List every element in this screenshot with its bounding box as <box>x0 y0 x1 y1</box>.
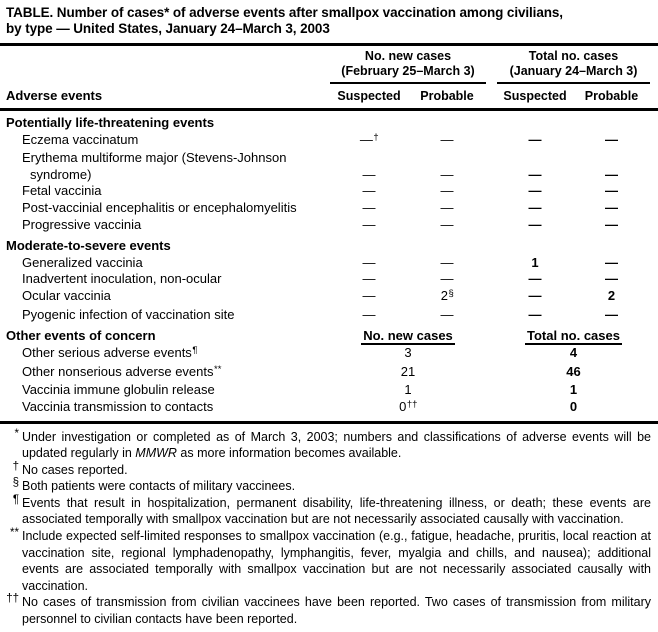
row-label: Ocular vaccinia <box>22 287 111 303</box>
cell: — <box>605 183 618 199</box>
table-row <box>0 200 658 217</box>
footnote <box>0 429 658 462</box>
footnote-text: Include expected self-limited responses to smallpox vaccination (e.g., fatigue, headache, pruritis, local reaction at vaccination site, regional lymphadenopathy, lymphangitis, fever, myalgia and chills, and nausea); additional events are associated temporally with smallpox vaccination but are not necessarily associated causally with vaccination. <box>22 529 651 593</box>
table-header <box>0 46 658 108</box>
cell <box>330 150 408 167</box>
row-label: Other serious adverse events¶ <box>22 345 198 361</box>
cell: —† <box>359 131 379 147</box>
footnote-marker: § <box>12 477 19 490</box>
cell: 2§ <box>440 287 454 303</box>
row-label: Eczema vaccinatum <box>22 131 139 147</box>
row-label: syndrome) <box>30 166 92 182</box>
row-label: Fetal vaccinia <box>22 183 102 199</box>
cell: — <box>605 306 618 322</box>
section-heading: Potentially life-threatening events <box>6 115 215 130</box>
column-header-probable-total: Probable <box>584 89 639 103</box>
main-sections <box>0 115 658 323</box>
section-heading-other-events: Other events of concern <box>6 328 156 344</box>
table-title <box>0 0 658 37</box>
spacer <box>486 255 497 272</box>
cell: 1 <box>404 382 412 398</box>
cell: — <box>440 199 454 215</box>
footnote <box>0 594 658 627</box>
row-label: Progressive vaccinia <box>22 216 142 232</box>
cell: 1 <box>531 254 539 270</box>
cell <box>573 150 650 167</box>
row-label: Other nonserious adverse events** <box>22 363 222 379</box>
cell: 3 <box>404 345 412 361</box>
cell: — <box>362 216 376 232</box>
table-body <box>0 115 658 418</box>
cell: 46 <box>566 363 581 379</box>
column-group-new-cases <box>330 49 486 84</box>
footnote-marker-ref: ** <box>214 363 222 375</box>
footnote-marker: ¶ <box>12 493 19 506</box>
spacer <box>486 288 497 307</box>
cell: — <box>528 271 542 287</box>
cell: 0†† <box>399 398 418 414</box>
table-row <box>0 399 658 418</box>
table-row <box>0 132 658 151</box>
footnote-marker: * <box>14 427 19 440</box>
table-row <box>0 167 658 184</box>
footnote-text: No cases of transmission from civilian vaccinees have been reported. Two cases of transmission from military personnel to civilian contacts have been reported. <box>22 595 651 627</box>
spacer <box>486 200 497 217</box>
cell: — <box>362 183 376 199</box>
table-row <box>0 217 658 234</box>
spacer <box>486 271 497 288</box>
spacer <box>486 307 497 324</box>
cell: 0 <box>569 398 578 414</box>
journal-name: MMWR <box>135 446 177 461</box>
footnote-text: Events that result in hospitalization, permanent disability, life-threatening illness, or death; these events are associated temporally with smallpox vaccination but are not necessarily associated causally with vaccination. <box>22 495 651 527</box>
column-header-probable-new: Probable <box>420 89 474 103</box>
cell: — <box>362 271 376 287</box>
cell: — <box>528 199 542 215</box>
column-header-no-new-cases: No. new cases <box>363 328 453 344</box>
spacer <box>486 132 497 151</box>
spacer <box>486 217 497 234</box>
cell: 21 <box>400 363 416 379</box>
cell: — <box>362 287 376 303</box>
other-events-header-row <box>0 328 658 345</box>
cell: — <box>362 254 376 270</box>
table-title-line2: by type — United States, January 24–March 3, 2003 <box>6 21 330 36</box>
cell: 1 <box>569 382 578 398</box>
footnote-marker: ** <box>10 527 19 540</box>
other-events-rows <box>0 345 658 417</box>
row-label: Generalized vaccinia <box>22 254 143 270</box>
footnote-marker: † <box>12 460 19 473</box>
table-row <box>0 307 658 324</box>
cell: — <box>605 166 618 182</box>
spacer <box>486 399 497 418</box>
row-label: Post-vaccinial encephalitis or encephalomyelitis <box>22 199 297 215</box>
spacer <box>486 183 497 200</box>
column-header-suspected-new: Suspected <box>337 89 401 103</box>
footnote-marker: †† <box>6 593 19 606</box>
cell: — <box>440 306 454 322</box>
footnote-text: Under investigation or completed as of March 3, 2003; numbers and classifications of adverse events will be updated regularly in <box>22 429 651 461</box>
spacer <box>486 364 497 383</box>
table-row <box>0 255 658 272</box>
column-header-suspected-total: Suspected <box>503 89 567 103</box>
table-row <box>0 271 658 288</box>
cell: — <box>528 306 542 322</box>
group-subtitle: (January 24–March 3) <box>509 64 638 78</box>
footnote-marker-ref: † <box>373 131 379 143</box>
column-header-total-no-cases: Total no. cases <box>527 328 620 344</box>
footnote-marker-ref: ¶ <box>192 345 198 357</box>
spacer <box>486 328 497 345</box>
cell: — <box>440 131 454 147</box>
row-label: Vaccinia immune globulin release <box>22 382 215 398</box>
footnote-text: as more information becomes available. <box>176 446 402 461</box>
footnote <box>0 462 658 479</box>
cell: — <box>605 216 618 232</box>
spacer <box>486 345 497 364</box>
row-label: Inadvertent inoculation, non-ocular <box>22 271 222 287</box>
cell: — <box>362 306 376 322</box>
spacer <box>486 150 497 167</box>
section-heading: Moderate-to-severe events <box>6 238 171 254</box>
table-row <box>0 288 658 307</box>
row-label: Pyogenic infection of vaccination site <box>22 306 235 322</box>
footnote-marker-ref: †† <box>406 398 418 410</box>
cell: — <box>605 254 618 270</box>
cell <box>497 150 573 167</box>
column-group-total-cases <box>497 49 650 84</box>
column-header-adverse-events: Adverse events <box>6 88 103 103</box>
cell: 4 <box>569 345 578 361</box>
spacer <box>486 49 497 84</box>
footnotes <box>0 424 658 628</box>
cell: — <box>528 287 542 303</box>
cell <box>408 150 486 167</box>
table-row <box>0 150 658 167</box>
table-row <box>0 345 658 364</box>
footnote-marker-ref: § <box>448 287 454 299</box>
cell: — <box>528 166 542 182</box>
column-header-row <box>0 84 658 108</box>
cell: — <box>440 183 454 199</box>
row-label: Erythema multiforme major (Stevens-Johnson <box>22 150 287 166</box>
table-title-line1: TABLE. Number of cases* of adverse events after smallpox vaccination among civilians, <box>6 5 563 20</box>
footnote-text: Both patients were contacts of military vaccinees. <box>22 479 296 494</box>
cell: — <box>528 131 542 147</box>
row-label: Vaccinia transmission to contacts <box>22 398 214 414</box>
cell: — <box>605 271 618 287</box>
group-title: No. new cases <box>364 49 452 63</box>
spacer <box>486 382 497 399</box>
cell: — <box>605 131 618 147</box>
table-row <box>0 364 658 383</box>
footnote <box>0 478 658 495</box>
cell: — <box>440 271 454 287</box>
group-subtitle: (February 25–March 3) <box>341 64 475 78</box>
table-row <box>0 382 658 399</box>
cell: — <box>362 199 376 215</box>
footnote <box>0 495 658 528</box>
cell: — <box>528 183 542 199</box>
table-row <box>0 183 658 200</box>
group-title: Total no. cases <box>528 49 619 63</box>
rule-below-header <box>0 108 658 111</box>
column-group-row <box>0 46 658 84</box>
cell: — <box>362 166 376 182</box>
footnote-text: No cases reported. <box>22 462 128 477</box>
cell: — <box>605 199 618 215</box>
cell: 2 <box>607 287 616 303</box>
spacer <box>486 167 497 184</box>
cell: — <box>440 254 454 270</box>
footnote <box>0 528 658 594</box>
cell: — <box>528 216 542 232</box>
cell: — <box>440 216 454 232</box>
cell: — <box>440 166 454 182</box>
spacer <box>0 49 330 84</box>
